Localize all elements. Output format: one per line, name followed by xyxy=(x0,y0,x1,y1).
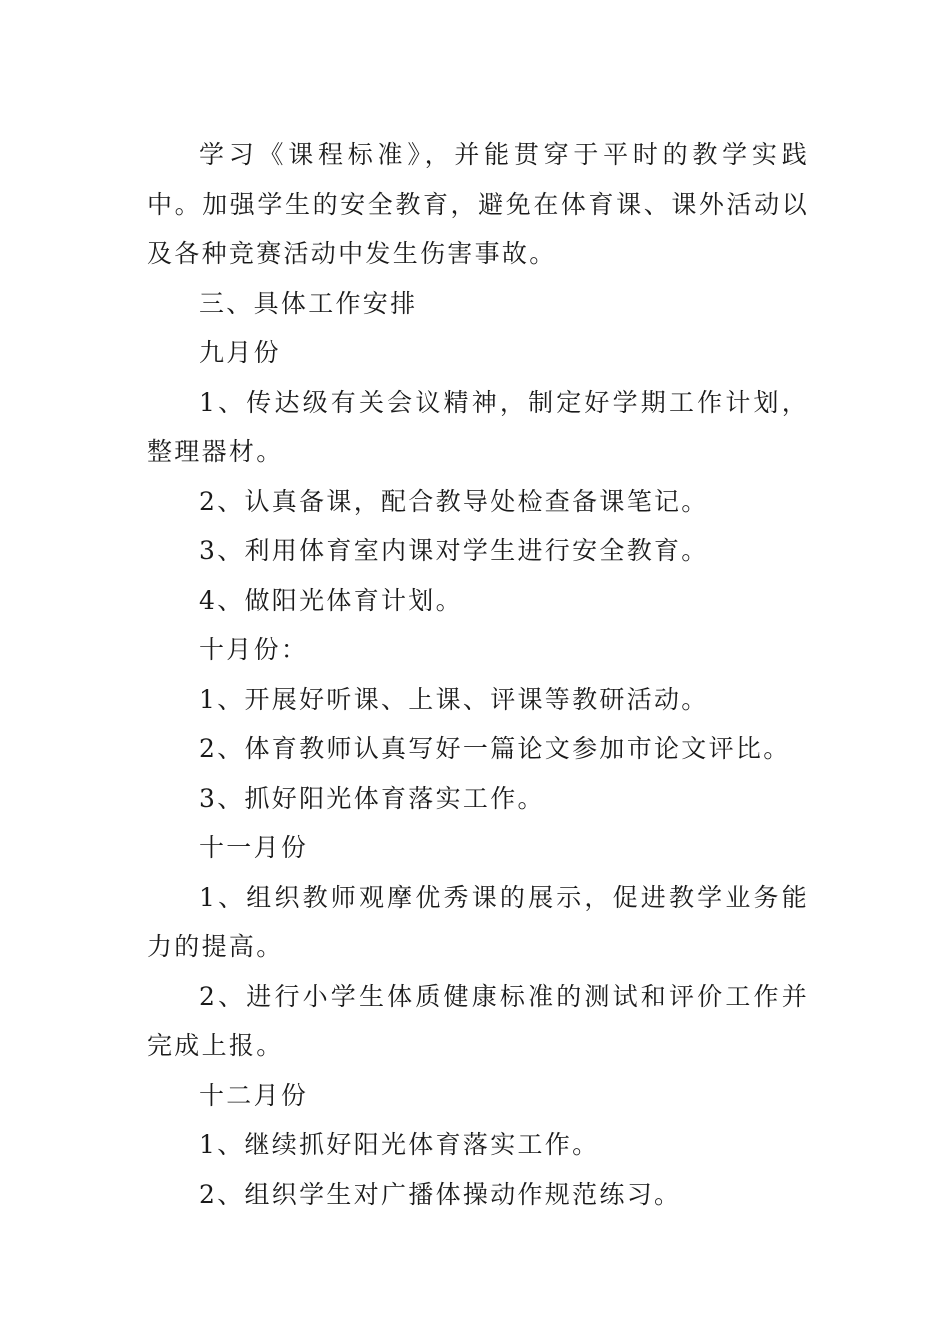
list-item: 3、抓好阳光体育落实工作。 xyxy=(199,783,545,813)
month-heading-october: 十月份： xyxy=(199,635,309,664)
list-item: 2、组织学生对广播体操动作规范练习。 xyxy=(199,1179,682,1209)
list-item: 2、认真备课，配合教导处检查备课笔记。 xyxy=(199,486,709,516)
list-item: 1、传达级有关会议精神，制定好学期工作计划，整理器材。 xyxy=(147,387,809,466)
list-item: 1、开展好听课、上课、评课等教研活动。 xyxy=(199,684,709,714)
list-item: 4、做阳光体育计划。 xyxy=(199,585,463,615)
list-item: 2、进行小学生体质健康标准的测试和评价工作并完成上报。 xyxy=(147,981,809,1060)
list-item: 3、利用体育室内课对学生进行安全教育。 xyxy=(199,536,709,565)
list-item: 1、继续抓好阳光体育落实工作。 xyxy=(199,1130,600,1159)
month-heading-september: 九月份 xyxy=(199,338,281,367)
paragraph-intro: 学习《课程标准》，并能贯穿于平时的教学实践中。加强学生的安全教育，避免在体育课、课外活动以及各种竞赛活动中发生伤害事故。 xyxy=(147,140,809,268)
list-item: 2、体育教师认真写好一篇论文参加市论文评比。 xyxy=(199,734,791,763)
month-heading-november: 十一月份 xyxy=(199,833,309,862)
document-body xyxy=(147,130,809,1219)
month-heading-december: 十二月份 xyxy=(199,1080,309,1110)
list-item: 1、组织教师观摩优秀课的展示，促进教学业务能力的提高。 xyxy=(147,882,809,961)
section-heading: 三、具体工作安排 xyxy=(199,288,418,318)
